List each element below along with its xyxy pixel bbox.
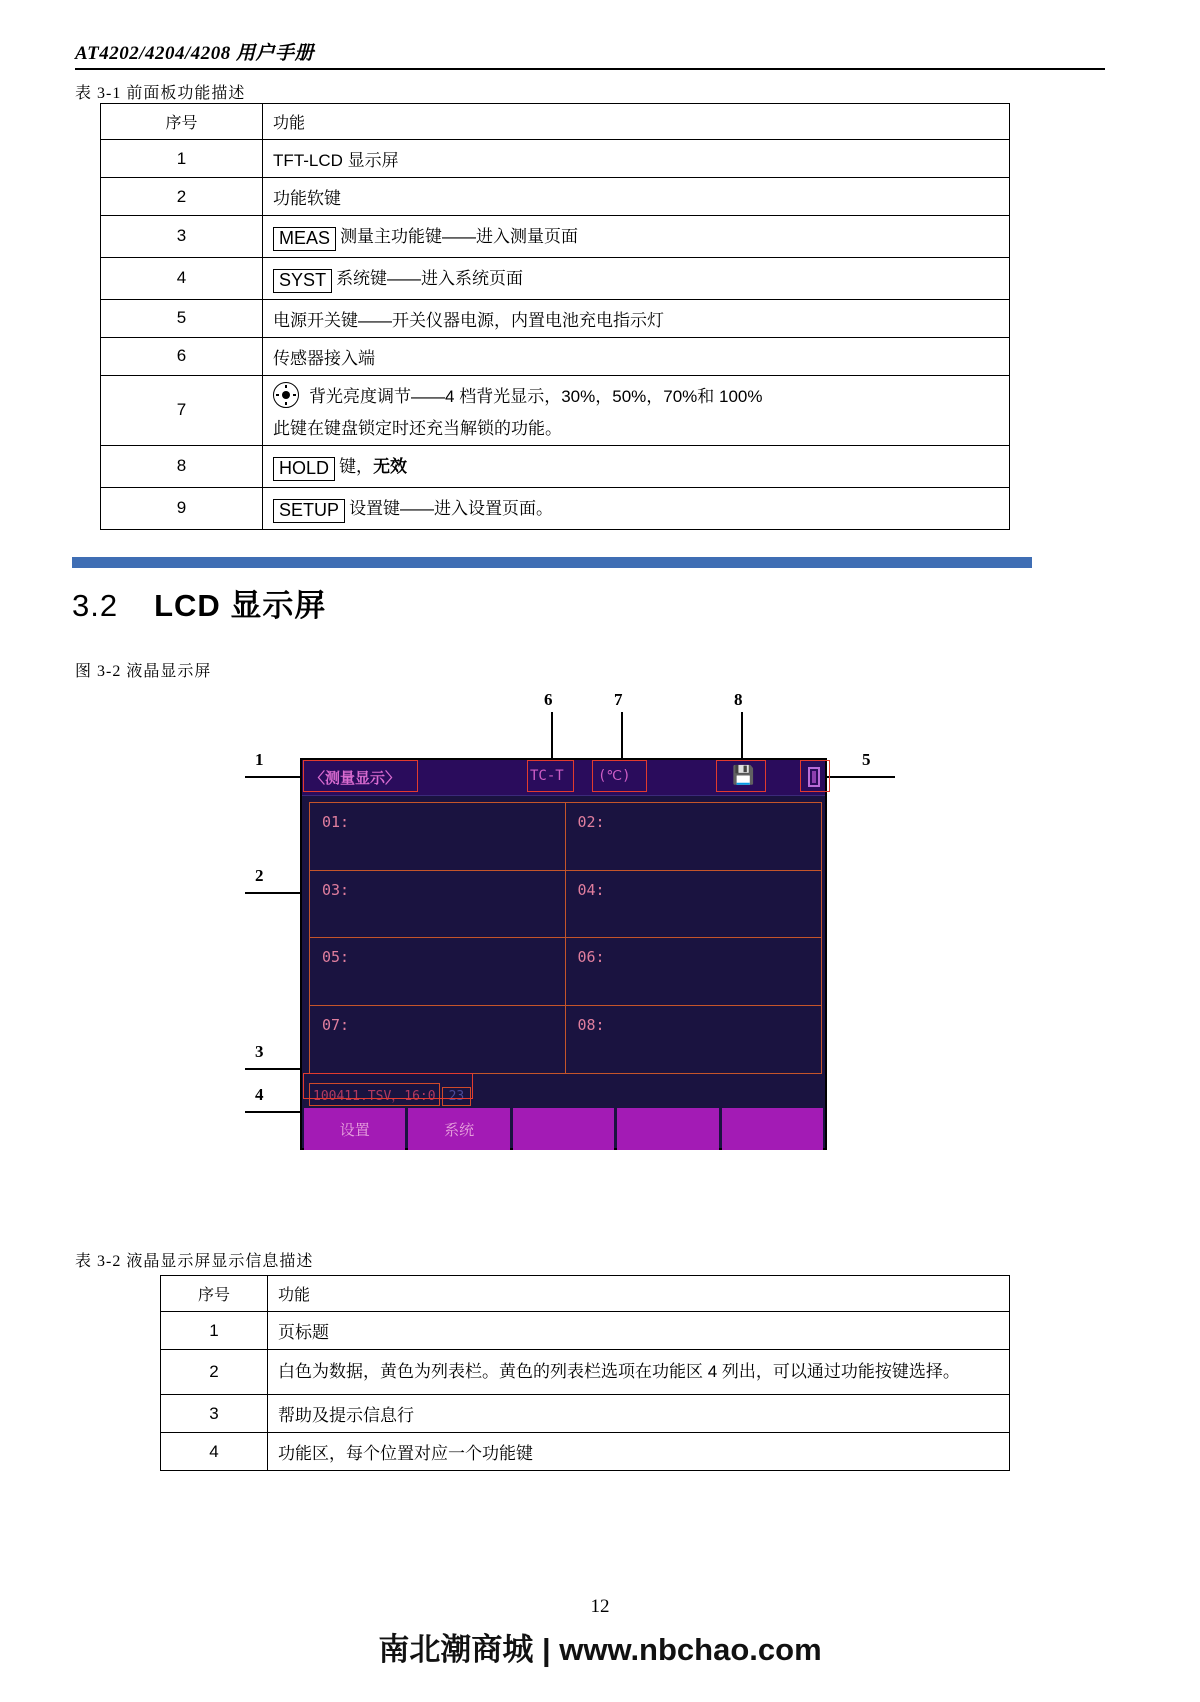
col-header-no: 序号 <box>101 104 263 140</box>
table-row <box>161 1395 1010 1433</box>
section-title: LCD 显示屏 <box>154 588 327 623</box>
callout-3: 3 <box>255 1042 264 1061</box>
table-row <box>101 178 1010 216</box>
battery-icon <box>808 767 820 787</box>
table-row <box>101 445 1010 487</box>
row-function-text: 测量主功能键——进入测量页面 <box>340 227 579 246</box>
row-function <box>263 445 1010 487</box>
table-row <box>161 1350 1010 1395</box>
row-function: 帮助及提示信息行 <box>268 1395 1010 1433</box>
callout-8: 8 <box>734 690 743 709</box>
lcd-sensor-type: TC-T <box>530 768 564 784</box>
table-row <box>101 337 1010 375</box>
callout-2: 2 <box>255 866 264 885</box>
row-function <box>263 257 1010 299</box>
row-function <box>263 216 1010 258</box>
callout-4: 4 <box>255 1085 264 1104</box>
row-no: 5 <box>101 299 263 337</box>
table-header-row <box>161 1276 1010 1312</box>
table-3-2-caption: 表 3-2 液晶显示屏显示信息描述 <box>75 1253 314 1270</box>
channel-cell: 01: <box>310 803 566 871</box>
lcd-screen <box>300 758 827 1150</box>
row-function-emphasis: 无效 <box>373 456 408 476</box>
row-function <box>263 375 1010 445</box>
leader-5 <box>820 776 895 778</box>
col-header-no: 序号 <box>161 1276 268 1312</box>
callout-6: 6 <box>544 690 553 709</box>
section-heading <box>72 580 326 625</box>
channel-cell: 05: <box>310 938 566 1006</box>
lcd-softkey-bar <box>304 1108 823 1150</box>
row-function-text: 系统键——进入系统页面 <box>336 268 524 288</box>
row-function: TFT-LCD 显示屏 <box>263 140 1010 178</box>
status-value: 23 <box>442 1087 472 1106</box>
channel-cell: 08: <box>577 1015 605 1034</box>
leader-7 <box>621 712 623 758</box>
lcd-channel-grid <box>309 802 822 1074</box>
channel-cell: 03: <box>310 871 566 939</box>
row-no: 6 <box>101 337 263 375</box>
lcd-page-title: 〈测量显示〉 <box>310 769 401 787</box>
callout-5: 5 <box>862 750 871 769</box>
lcd-info-table <box>160 1275 1010 1471</box>
manual-title: AT4202/4204/4208 用户手册 <box>75 43 315 64</box>
softkey-3[interactable] <box>513 1108 614 1150</box>
row-function-text: 背光亮度调节——4 档背光显示，30%，50%，70%和 100% <box>309 386 763 406</box>
channel-cell: 02: <box>566 803 822 871</box>
page-number: 12 <box>590 1596 610 1617</box>
table-row <box>101 216 1010 258</box>
row-no: 7 <box>101 375 263 445</box>
brightness-sun-icon <box>273 382 299 408</box>
figure-3-2-caption: 图 3-2 液晶显示屏 <box>75 663 212 680</box>
row-no: 2 <box>161 1350 268 1395</box>
front-panel-function-table <box>100 103 1010 530</box>
row-no: 1 <box>101 140 263 178</box>
section-accent-bar <box>72 557 1032 568</box>
leader-1 <box>245 776 305 778</box>
row-function-text: 设置键——进入设置页面。 <box>349 498 554 518</box>
leader-6 <box>551 712 553 758</box>
page-header <box>75 38 1105 65</box>
softkey-5[interactable] <box>722 1108 823 1150</box>
row-function: 页标题 <box>268 1312 1010 1350</box>
row-function: 电源开关键——开关仪器电源，内置电池充电指示灯 <box>263 299 1010 337</box>
section-number: 3.2 <box>72 588 119 623</box>
callout-1: 1 <box>255 750 264 769</box>
softkey-setup[interactable]: 设置 <box>304 1108 405 1150</box>
table-header-row <box>101 104 1010 140</box>
lcd-status-line <box>309 1078 822 1104</box>
row-function <box>263 487 1010 529</box>
table-row <box>101 299 1010 337</box>
row-no: 3 <box>101 216 263 258</box>
floppy-disk-icon: 💾 <box>732 765 755 785</box>
table-row <box>101 257 1010 299</box>
table-row <box>101 140 1010 178</box>
table-row <box>101 375 1010 445</box>
syst-keycap: SYST <box>273 269 332 293</box>
row-no: 4 <box>161 1433 268 1471</box>
header-divider <box>75 68 1105 70</box>
channel-cell: 04: <box>566 871 822 939</box>
row-no: 1 <box>161 1312 268 1350</box>
callout-7: 7 <box>614 690 623 709</box>
row-function: 功能软键 <box>263 178 1010 216</box>
lcd-unit: (℃) <box>598 768 631 784</box>
row-no: 2 <box>101 178 263 216</box>
row-function: 白色为数据，黄色为列表栏。黄色的列表栏选项在功能区 4 列出，可以通过功能按键选择。 <box>268 1350 1010 1395</box>
row-no: 9 <box>101 487 263 529</box>
status-filename: 100411.TSV，16:0 <box>309 1083 440 1106</box>
row-no: 3 <box>161 1395 268 1433</box>
footer-watermark: 南北潮商城 | www.nbchao.com <box>378 1632 822 1667</box>
hold-keycap: HOLD <box>273 457 335 481</box>
lcd-figure <box>0 690 1200 1210</box>
table-row <box>161 1433 1010 1471</box>
row-no: 8 <box>101 445 263 487</box>
col-header-function: 功能 <box>268 1276 1010 1312</box>
row-function-text: 键， <box>339 456 374 476</box>
col-header-function: 功能 <box>263 104 1010 140</box>
channel-cell: 06: <box>566 938 822 1006</box>
table-row <box>101 487 1010 529</box>
row-function: 功能区，每个位置对应一个功能键 <box>268 1433 1010 1471</box>
table-row <box>161 1312 1010 1350</box>
softkey-system[interactable]: 系统 <box>408 1108 509 1150</box>
leader-8 <box>741 712 743 758</box>
setup-keycap: SETUP <box>273 499 345 523</box>
meas-keycap: MEAS <box>273 227 336 251</box>
row-function-text-2: 此键在键盘锁定时还充当解锁的功能。 <box>273 418 563 438</box>
channel-cell: 07: <box>310 1006 566 1074</box>
row-no: 4 <box>101 257 263 299</box>
softkey-4[interactable] <box>617 1108 718 1150</box>
row-function: 传感器接入端 <box>263 337 1010 375</box>
table-3-1-caption: 表 3-1 前面板功能描述 <box>75 85 246 102</box>
